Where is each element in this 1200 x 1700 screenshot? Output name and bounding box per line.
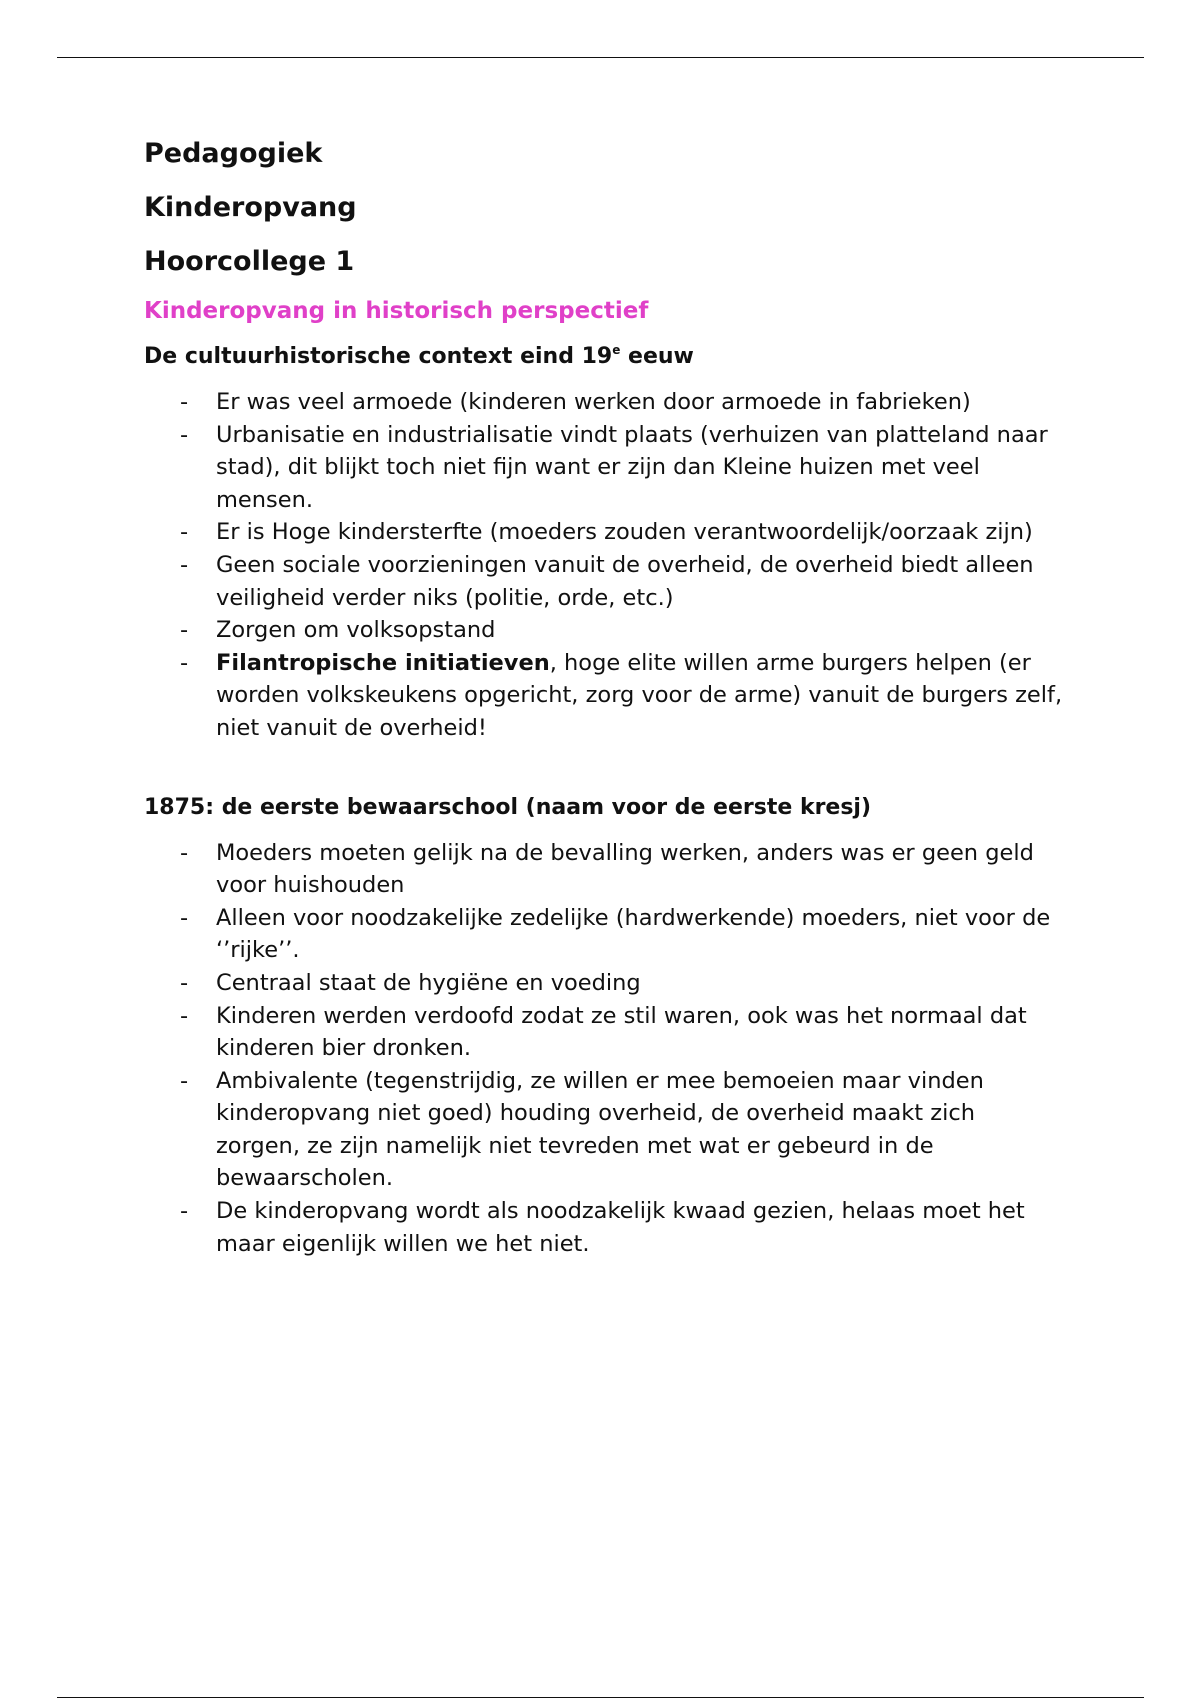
list-item [144,614,1064,647]
section-spacer [144,745,1064,793]
section-heading-context [144,342,1064,372]
list-item-bold-term: Filantropische initiatieven [216,649,550,676]
list-item [144,967,1064,1000]
bullet-dash: - [180,969,189,996]
bewaarschool-bullet-list [144,837,1064,1261]
bullet-dash: - [180,1002,189,1029]
document-body [144,138,1064,1260]
topic-title: Kinderopvang [144,192,357,223]
bullet-dash: - [180,1198,189,1225]
list-item [144,902,1064,967]
list-item-text: , hoge elite willen arme burgers helpen (er worden volkskeukens opgericht, zorg voor de arme) vanuit de burgers zelf, niet vanuit de overheid! [216,649,1063,741]
section-heading-context-suffix: eeuw [620,344,694,369]
list-item-text: Geen sociale voorzieningen vanuit de overheid, de overheid biedt alleen veiligheid verder niks (politie, orde, etc.) [216,551,1034,611]
list-item [144,1195,1064,1260]
bullet-dash: - [180,904,189,931]
list-item-text: Moeders moeten gelijk na de bevalling werken, anders was er geen geld voor huishouden [216,839,1034,899]
list-item-text: Er is Hoge kindersterfte (moeders zouden verantwoordelijk/oorzaak zijn) [216,519,1033,546]
list-item [144,1065,1064,1195]
list-item-text: De kinderopvang wordt als noodzakelijk kwaad gezien, helaas moet het maar eigenlijk willen we het niet. [216,1198,1025,1257]
section-heading-bewaarschool: 1875: de eerste bewaarschool (naam voor de eerste kresj) [144,794,872,820]
bullet-dash: - [180,551,189,578]
list-item [144,419,1064,517]
bullet-dash: - [180,519,189,546]
section-heading-context-text: De cultuurhistorische context eind 19 [144,344,613,369]
list-item-text: Er was veel armoede (kinderen werken door armoede in fabrieken) [216,389,971,415]
list-item-text: Ambivalente (tegenstrijdig, ze willen er mee bemoeien maar vinden kinderopvang niet goed) houding overheid, de overheid maakt zich zorgen, ze zijn namelijk niet tevreden met wat er gebeurd in de bewaarscholen. [216,1067,984,1192]
list-item-text: Centraal staat de hygiëne en voeding [216,969,641,996]
bullet-dash: - [180,617,189,644]
list-item-text: Urbanisatie en industrialisatie vindt plaats (verhuizen van platteland naar stad), dit blijkt toch niet fijn want er zijn dan Kleine huizen met veel mensen. [216,421,1048,513]
top-rule [57,57,1144,58]
bottom-rule [57,1697,1144,1698]
bullet-dash: - [180,649,189,676]
list-item-text: Zorgen om volksopstand [216,617,496,644]
chapter-subtitle: Kinderopvang in historisch perspectief [144,298,649,324]
list-item [144,549,1064,614]
section-heading-superscript: e [612,343,621,357]
list-item [144,516,1064,549]
list-item [144,1000,1064,1065]
bullet-dash: - [180,421,189,448]
list-item-text: Alleen voor noodzakelijke zedelijke (hardwerkende) moeders, niet voor de ‘’rijke’’. [216,904,1051,964]
bullet-dash: - [180,1067,189,1094]
bullet-dash: - [180,389,189,415]
lecture-title: Hoorcollege 1 [144,246,355,277]
bullet-dash: - [180,839,189,866]
list-item [144,837,1064,902]
context-bullet-list [144,386,1064,745]
course-title: Pedagogiek [144,138,323,169]
list-item-text: Kinderen werden verdoofd zodat ze stil waren, ook was het normaal dat kinderen bier dronken. [216,1002,1027,1062]
list-item [144,647,1064,745]
list-item [144,386,1064,419]
